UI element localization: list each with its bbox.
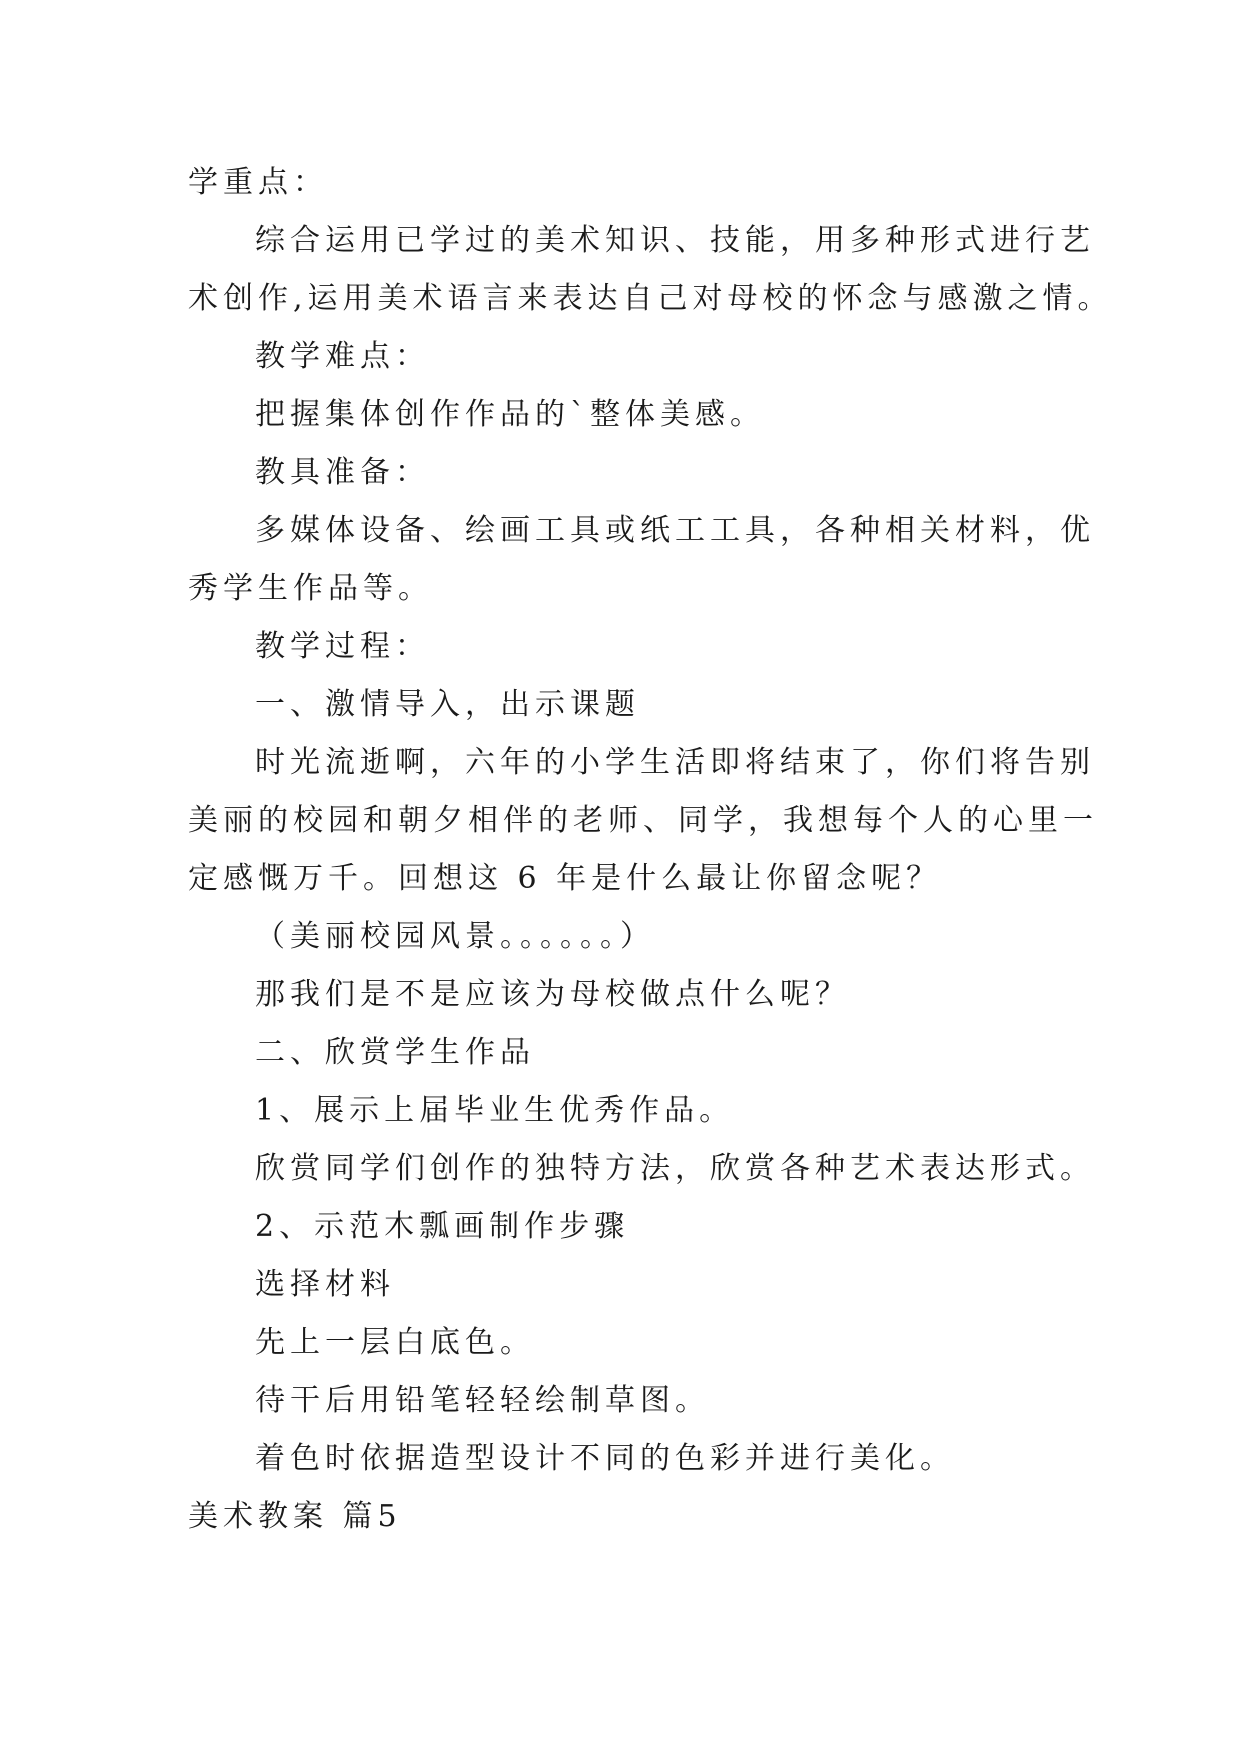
paragraph-line: 秀学生作品等。: [188, 571, 433, 606]
subheading-difficulty: 教学难点：: [255, 339, 430, 374]
list-item: 2、示范木瓢画制作步骤: [255, 1209, 630, 1244]
paragraph-line: 综合运用已学过的美术知识、技能，用多种形式进行艺: [255, 223, 1095, 258]
list-item: 1、展示上届毕业生优秀作品。: [255, 1093, 735, 1128]
section-title: 一、激情导入，出示课题: [255, 687, 640, 722]
step-item: 着色时依据造型设计不同的色彩并进行美化。: [255, 1441, 955, 1476]
paragraph-line: 多媒体设备、绘画工具或纸工工具，各种相关材料，优: [255, 513, 1095, 548]
paragraph-line: 欣赏同学们创作的独特方法，欣赏各种艺术表达形式。: [255, 1151, 1095, 1186]
step-item: 先上一层白底色。: [255, 1325, 535, 1360]
step-item: 选择材料: [255, 1267, 395, 1302]
paragraph-line: 时光流逝啊，六年的小学生活即将结束了，你们将告别: [255, 745, 1095, 780]
paragraph-line: （美丽校园风景。。。。。。）: [255, 919, 655, 954]
paragraph-line: 术创作,运用美术语言来表达自己对母校的怀念与感激之情。: [188, 281, 1113, 316]
subheading-materials: 教具准备：: [255, 455, 430, 490]
subheading-key-points: 学重点：: [188, 165, 328, 200]
step-item: 待干后用铅笔轻轻绘制草图。: [255, 1383, 710, 1418]
subheading-process: 教学过程：: [255, 629, 430, 664]
paragraph-line: 那我们是不是应该为母校做点什么呢？: [255, 977, 850, 1012]
paragraph-line: 把握集体创作作品的`整体美感。: [255, 397, 765, 432]
paragraph-line: 定感慨万千。回想这 6 年是什么最让你留念呢？: [188, 861, 942, 896]
section-title: 二、欣赏学生作品: [255, 1035, 535, 1070]
paragraph-line: 美丽的校园和朝夕相伴的老师、同学，我想每个人的心里一: [188, 803, 1098, 838]
section-heading: 美术教案 篇5: [188, 1499, 402, 1534]
